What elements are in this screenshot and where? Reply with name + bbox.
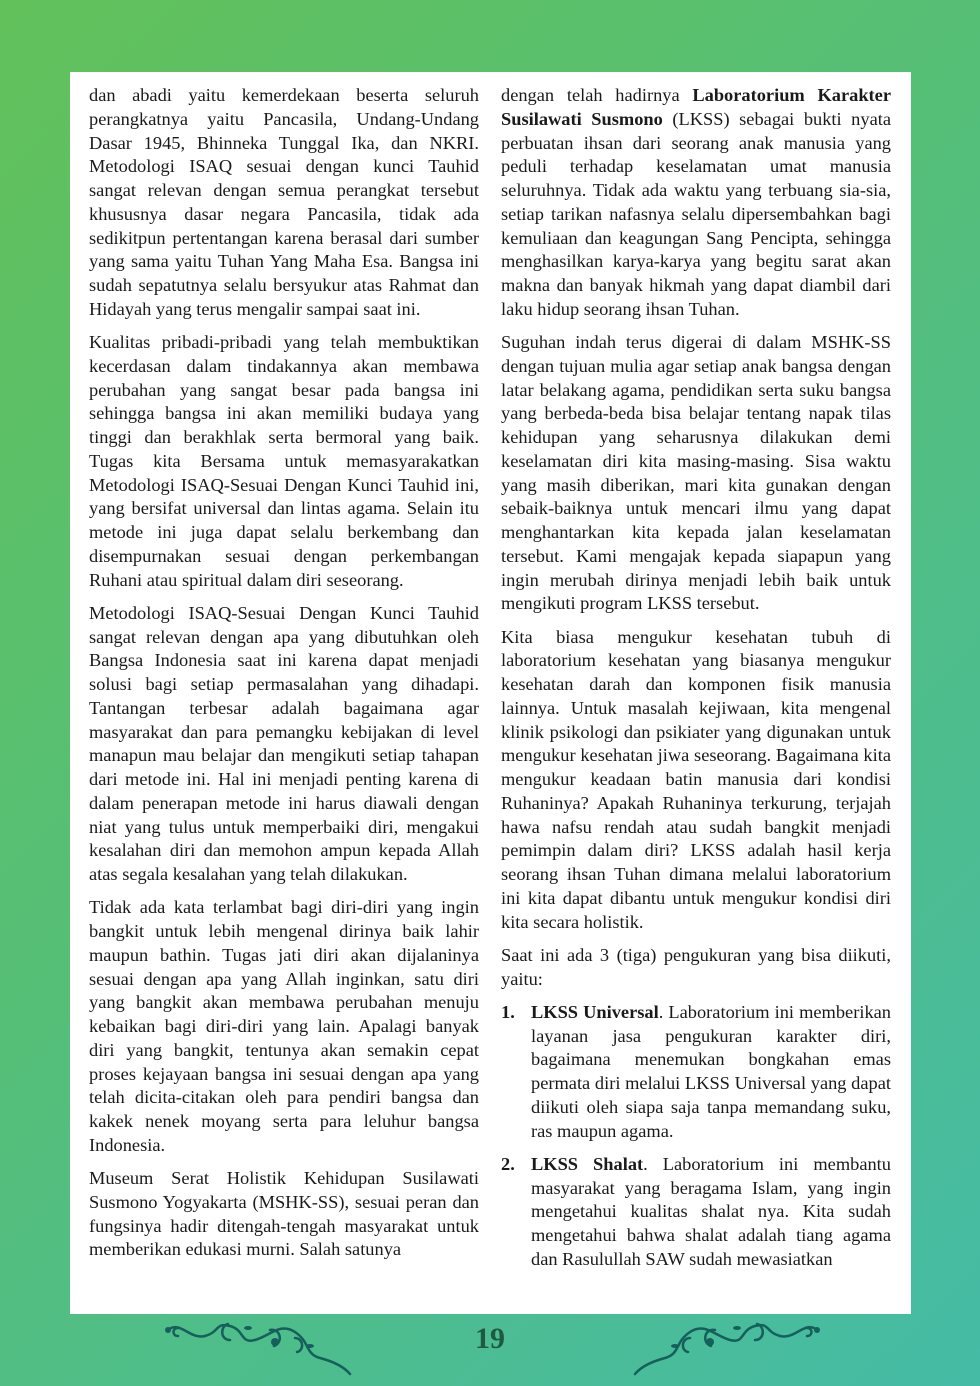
paragraph: Kita biasa mengukur kesehatan tubuh di laboratorium kesehatan yang biasanya mengukur kesehatan darah dan komponen fisik manusia lainnya. Untuk masalah kejiwaan, kita mengenal klinik psikologi dan psikiater yang digunakan untuk mengukur kesehatan jiwa seseorang. Bagaimana kita mengukur keadaan batin manusia dari kondisi Ruhaninya? Apakah Ruhaninya terkurung, terjajah hawa nafsu rendah atau sudah bangkit menjadi pemimpin dalam diri? LKSS adalah hasil kerja seorang ihsan Tuhan dimana melalui laboratorium ini kita dapat dibantu untuk mengukur kondisi diri kita secara holistik.: [501, 626, 891, 932]
left-column: [89, 84, 479, 1272]
list-number: 2.: [501, 1153, 515, 1174]
paragraph: Suguhan indah terus digerai di dalam MSHK-SS dengan tujuan mulia agar setiap anak bangsa dengan latar belakang agama, pendidikan serta suku bangsa yang berbeda-beda bisa belajar tentang napak tilas kehidupan yang seharusnya dilakukan demi keselamatan diri kita masing-masing. Sisa waktu yang masih diberikan, mari kita gunakan dengan sebaik-baiknya untuk mencari ilmu yang dapat menghantarkan kita kepada jalan keselamatan tersebut. Kami mengajak kepada siapapun yang ingin merubah dirinya menjadi lebih baik untuk mengikuti program LKSS tersebut.: [501, 332, 891, 614]
right-column: [501, 84, 891, 1281]
list-title: LKSS Shalat: [531, 1153, 644, 1174]
list-text: . Laboratorium ini memberikan layanan jasa pengukuran karakter diri, bagaimana menemukan bongkahan emas permata diri melalui LKSS Universal yang dapat diikuti oleh siapa saja tanpa memandang suku, ras maupun agama.: [531, 1001, 891, 1141]
floral-ornament-right-icon: [625, 1318, 825, 1378]
paragraph: Metodologi ISAQ-Sesuai Dengan Kunci Tauhid sangat relevan dengan apa yang dibutuhkan oleh Bangsa Indonesia saat ini karena dapat menjadi solusi bagi setiap permasalahan yang dihadapi. Tantangan terbesar adalah bagaimana agar masyarakat dan para pemangku kebijakan di level manapun mau belajar dan mengikuti setiap tahapan dari metode ini. Hal ini menjadi penting karena di dalam penerapan metode ini harus diawali dengan niat yang tulus untuk memperbaiki diri, mengakui kesalahan diri dan memohon ampun kepada Allah atas segala kesalahan yang telah dilakukan.: [89, 602, 479, 884]
list-title: LKSS Universal: [531, 1001, 659, 1022]
text: dengan telah hadirnya: [501, 85, 693, 105]
list-number: 1.: [501, 1001, 515, 1022]
list-item: [501, 1153, 891, 1272]
paragraph: Kualitas pribadi-pribadi yang telah membuktikan kecerdasan dalam tindakannya akan membawa perubahan yang sangat besar pada bangsa ini sehingga bangsa ini akan memiliki budaya yang tinggi dan berakhlak serta bermoral yang baik. Tugas kita Bersama untuk memasyarakatkan Metodologi ISAQ-Sesuai Dengan Kunci Tauhid ini, yang bersifat universal dan lintas agama. Selain itu metode ini juga dapat selalu berkembang dan disempurnakan sesuai dengan perkembangan Ruhani atau spiritual dalam diri seseorang.: [89, 332, 479, 590]
measurement-list: [501, 1001, 891, 1272]
paragraph: Saat ini ada 3 (tiga) pengukuran yang bisa diikuti, yaitu:: [501, 944, 891, 989]
paragraph: Tidak ada kata terlambat bagi diri-diri yang ingin bangkit untuk lebih mengenal dirinya baik lahir maupun bathin. Tugas jati diri akan dijalaninya sesuai dengan apa yang Allah inginkan, satu diri yang bangkit akan membawa perubahan menuju kebaikan bagi diri-diri yang lain. Apalagi banyak diri yang bangkit, tentunya akan semakin cepat proses kejayaan bangsa ini sesuai dengan apa yang telah dicita-citakan oleh para pendiri bangsa dan kakek nenek moyang serta para leluhur bangsa Indonesia.: [89, 897, 479, 1155]
paragraph: Museum Serat Holistik Kehidupan Susilawati Susmono Yogyakarta (MSHK-SS), sesuai peran dan fungsinya hadir ditengah-tengah masyarakat untuk memberikan edukasi murni. Salah satunya: [89, 1168, 479, 1260]
paragraph: [501, 84, 891, 322]
bold-text: Laboratorium Karakter Susilawati Susmono: [501, 85, 891, 129]
text: (LKSS) sebagai bukti nyata perbuatan ihsan dari seorang anak manusia yang peduli terhadap keselamatan umat manusia seluruhnya. Tidak ada waktu yang terbuang sia-sia, setiap tarikan nafasnya selalu dipersembahkan bagi kemuliaan dan keagungan Sang Pencipta, sehingga menghasilkan karya-karya yang begitu sarat akan makna dan banyak hikmah yang dapat diambil dari laku hidup seorang ihsan Tuhan.: [501, 108, 892, 319]
list-item: [501, 1001, 891, 1144]
page-number: 19: [475, 1322, 505, 1355]
list-text: . Laboratorium ini membantu masyarakat yang beragama Islam, yang ingin mengetahui kualitas shalat nya. Kita sudah mengetahui bahwa shalat adalah tiang agama dan Rasulullah SAW sudah mewasiatkan: [531, 1153, 891, 1269]
paragraph: dan abadi yaitu kemerdekaan beserta seluruh perangkatnya yaitu Pancasila, Undang-Undang Dasar 1945, Bhinneka Tunggal Ika, dan NKRI. Metodologi ISAQ sesuai dengan kunci Tauhid sangat relevan dengan semua perangkat tersebut khususnya dasar negara Pancasila, tidak ada sedikitpun pertentangan karena berasal dari sumber yang sama yaitu Tuhan Yang Maha Esa. Bangsa ini sudah sepatutnya selalu bersyukur atas Rahmat dan Hidayah yang terus mengalir sampai saat ini.: [89, 85, 479, 319]
